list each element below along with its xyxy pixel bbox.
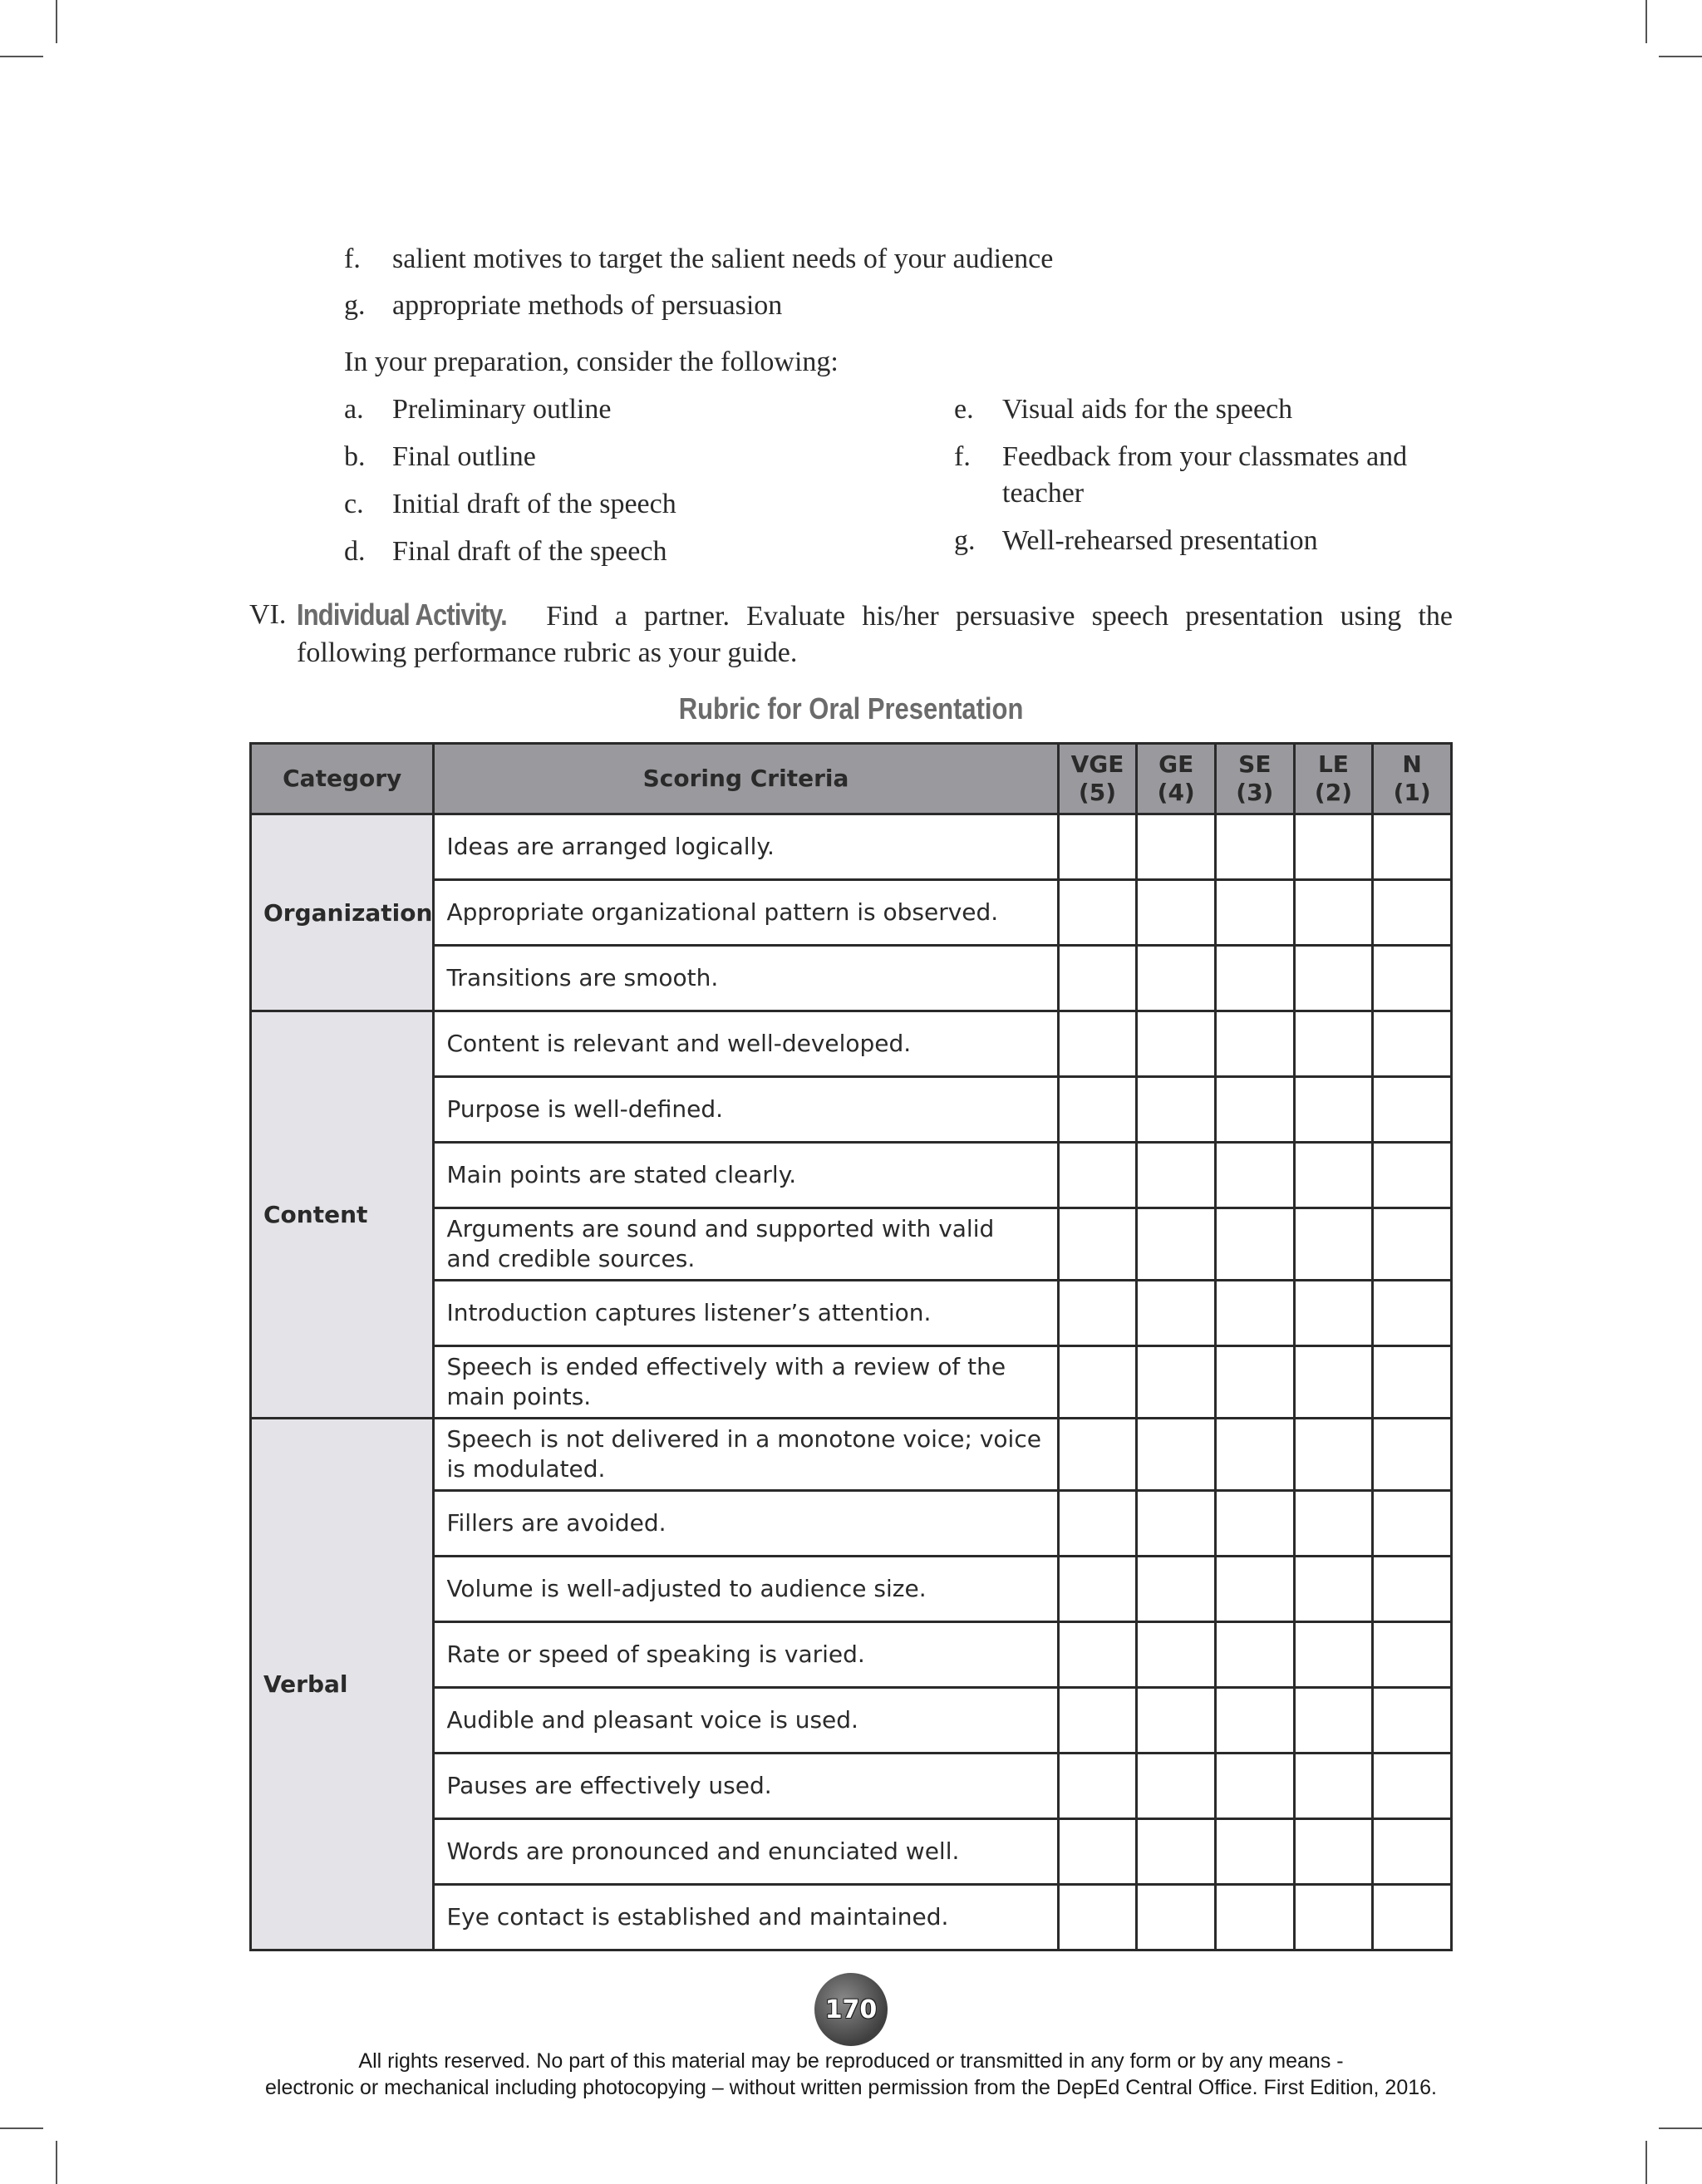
header-score: N (1) [1373, 744, 1452, 814]
list-text: Feedback from your classmates and teacher [1002, 441, 1408, 509]
rubric-table [249, 742, 1453, 1951]
criteria-cell: Pauses are effectively used. [434, 1754, 1058, 1819]
list-text: appropriate methods of persuasion [392, 290, 783, 321]
criteria-cell: Transitions are smooth. [434, 946, 1058, 1011]
score-cell[interactable] [1058, 1281, 1137, 1346]
list-letter: g. [954, 525, 976, 556]
score-cell[interactable] [1216, 1491, 1295, 1557]
score-cell[interactable] [1058, 1346, 1137, 1419]
score-cell[interactable] [1137, 1754, 1216, 1819]
list-item [344, 391, 676, 428]
list-text: Final draft of the speech [392, 536, 667, 567]
score-cell[interactable] [1137, 1346, 1216, 1419]
preparation-list-left [344, 391, 676, 581]
header-score: SE (3) [1216, 744, 1295, 814]
list-letter: f. [954, 441, 971, 472]
score-cell[interactable] [1137, 1077, 1216, 1143]
score-cell[interactable] [1058, 1208, 1137, 1281]
header-category: Category [251, 744, 434, 814]
score-cell[interactable] [1216, 1688, 1295, 1754]
list-text: Initial draft of the speech [392, 489, 676, 519]
score-cell[interactable] [1137, 1011, 1216, 1077]
score-cell[interactable] [1137, 1491, 1216, 1557]
preparation-intro: In your preparation, consider the following: [344, 347, 839, 377]
score-cell[interactable] [1058, 1419, 1137, 1491]
header-criteria: Scoring Criteria [434, 744, 1058, 814]
table-row [251, 1011, 1452, 1077]
score-cell[interactable] [1373, 946, 1452, 1011]
score-cell[interactable] [1058, 814, 1137, 880]
page-number-badge: 170 [814, 1973, 888, 2046]
criteria-cell: Arguments are sound and supported with valid and credible sources. [434, 1208, 1058, 1281]
score-cell[interactable] [1137, 1819, 1216, 1885]
score-cell[interactable] [1137, 880, 1216, 946]
score-cell[interactable] [1216, 1281, 1295, 1346]
category-cell: Organization [251, 814, 434, 1011]
header-score: GE (4) [1137, 744, 1216, 814]
criteria-cell: Ideas are arranged logically. [434, 814, 1058, 880]
score-cell[interactable] [1294, 1143, 1373, 1208]
score-cell[interactable] [1373, 1281, 1452, 1346]
score-cell[interactable] [1216, 1557, 1295, 1622]
activity-text: Find a partner. Evaluate his/her persuasive speech presentation using the following performance rubric as your guide. [297, 601, 1454, 668]
activity-section [249, 597, 1453, 671]
score-cell[interactable] [1373, 1346, 1452, 1419]
criteria-cell: Purpose is well-defined. [434, 1077, 1058, 1143]
score-cell[interactable] [1294, 1622, 1373, 1688]
crop-mark [0, 2127, 43, 2129]
crop-mark [1645, 0, 1647, 43]
score-cell[interactable] [1216, 814, 1295, 880]
score-cell[interactable] [1294, 1346, 1373, 1419]
list-item [954, 523, 1469, 559]
score-cell[interactable] [1373, 1622, 1452, 1688]
criteria-cell: Content is relevant and well-developed. [434, 1011, 1058, 1077]
score-cell[interactable] [1294, 1077, 1373, 1143]
crop-mark [1645, 2141, 1647, 2184]
score-cell[interactable] [1058, 946, 1137, 1011]
score-cell[interactable] [1373, 1077, 1452, 1143]
score-cell[interactable] [1294, 1208, 1373, 1281]
footer-line: electronic or mechanical including photocopying – without written permission from the DepEd Central Office. First Edition, 2016. [265, 2076, 1437, 2099]
criteria-cell: Speech is not delivered in a monotone voice; voice is modulated. [434, 1419, 1058, 1491]
category-cell: Verbal [251, 1419, 434, 1950]
list-letter: a. [344, 394, 364, 425]
list-text: Visual aids for the speech [1002, 394, 1293, 425]
score-cell[interactable] [1058, 880, 1137, 946]
score-cell[interactable] [1137, 1557, 1216, 1622]
rubric-header-row [251, 744, 1452, 814]
criteria-cell: Introduction captures listener’s attention. [434, 1281, 1058, 1346]
score-cell[interactable] [1373, 1419, 1452, 1491]
criteria-cell: Rate or speed of speaking is varied. [434, 1622, 1058, 1688]
activity-heading: Individual Activity. [297, 598, 507, 632]
category-cell: Content [251, 1011, 434, 1419]
score-cell[interactable] [1137, 814, 1216, 880]
list-item [344, 486, 676, 523]
score-cell[interactable] [1058, 1557, 1137, 1622]
score-cell[interactable] [1373, 1491, 1452, 1557]
score-cell[interactable] [1058, 1143, 1137, 1208]
score-cell[interactable] [1216, 1819, 1295, 1885]
crop-mark [56, 0, 57, 43]
score-cell[interactable] [1137, 1688, 1216, 1754]
header-score: LE (2) [1294, 744, 1373, 814]
score-cell[interactable] [1216, 946, 1295, 1011]
score-cell[interactable] [1216, 1754, 1295, 1819]
list-text: Preliminary outline [392, 394, 612, 425]
score-cell[interactable] [1373, 1208, 1452, 1281]
list-letter: b. [344, 441, 366, 472]
score-cell[interactable] [1058, 1754, 1137, 1819]
crop-mark [1659, 2127, 1702, 2129]
list-item [344, 288, 1053, 324]
score-cell[interactable] [1058, 1491, 1137, 1557]
score-cell[interactable] [1294, 1491, 1373, 1557]
continued-list [344, 241, 1053, 334]
list-text: salient motives to target the salient needs of your audience [392, 243, 1054, 274]
score-cell[interactable] [1216, 1011, 1295, 1077]
list-letter: e. [954, 394, 974, 425]
score-cell[interactable] [1373, 1557, 1452, 1622]
score-cell[interactable] [1294, 814, 1373, 880]
score-cell[interactable] [1294, 1419, 1373, 1491]
criteria-cell: Appropriate organizational pattern is observed. [434, 880, 1058, 946]
criteria-cell: Audible and pleasant voice is used. [434, 1688, 1058, 1754]
score-cell[interactable] [1058, 1885, 1137, 1950]
crop-mark [56, 2141, 57, 2184]
score-cell[interactable] [1216, 1419, 1295, 1491]
score-cell[interactable] [1216, 1346, 1295, 1419]
list-item [344, 439, 676, 475]
criteria-cell: Fillers are avoided. [434, 1491, 1058, 1557]
score-cell[interactable] [1058, 1077, 1137, 1143]
score-cell[interactable] [1373, 1688, 1452, 1754]
score-cell[interactable] [1216, 1208, 1295, 1281]
crop-mark [0, 56, 43, 57]
list-item [344, 241, 1053, 278]
criteria-cell: Speech is ended effectively with a review of the main points. [434, 1346, 1058, 1419]
score-cell[interactable] [1137, 1885, 1216, 1950]
score-cell[interactable] [1216, 880, 1295, 946]
list-letter: f. [344, 243, 361, 274]
score-cell[interactable] [1373, 1143, 1452, 1208]
score-cell[interactable] [1137, 1622, 1216, 1688]
score-cell[interactable] [1058, 1011, 1137, 1077]
score-cell[interactable] [1137, 946, 1216, 1011]
score-cell[interactable] [1058, 1819, 1137, 1885]
crop-mark [1659, 56, 1702, 57]
score-cell[interactable] [1137, 1419, 1216, 1491]
score-cell[interactable] [1294, 946, 1373, 1011]
table-row [251, 1419, 1452, 1491]
score-cell[interactable] [1137, 1281, 1216, 1346]
list-text: Final outline [392, 441, 536, 472]
list-letter: c. [344, 489, 364, 519]
list-item [344, 534, 676, 570]
list-letter: g. [344, 290, 366, 321]
score-cell[interactable] [1294, 1557, 1373, 1622]
criteria-cell: Volume is well-adjusted to audience size. [434, 1557, 1058, 1622]
score-cell[interactable] [1373, 1754, 1452, 1819]
list-item [954, 439, 1469, 512]
score-cell[interactable] [1294, 1688, 1373, 1754]
list-text: Well-rehearsed presentation [1002, 525, 1318, 556]
score-cell[interactable] [1373, 1885, 1452, 1950]
score-cell[interactable] [1137, 1208, 1216, 1281]
score-cell[interactable] [1058, 1688, 1137, 1754]
score-cell[interactable] [1373, 814, 1452, 880]
list-letter: d. [344, 536, 366, 567]
score-cell[interactable] [1294, 1819, 1373, 1885]
score-cell[interactable] [1294, 1281, 1373, 1346]
criteria-cell: Main points are stated clearly. [434, 1143, 1058, 1208]
table-row [251, 814, 1452, 880]
score-cell[interactable] [1216, 1143, 1295, 1208]
copyright-footer [0, 2048, 1702, 2101]
criteria-cell: Words are pronounced and enunciated well. [434, 1819, 1058, 1885]
score-cell[interactable] [1058, 1622, 1137, 1688]
rubric-title: Rubric for Oral Presentation [678, 691, 1024, 726]
score-cell[interactable] [1216, 1622, 1295, 1688]
score-cell[interactable] [1137, 1143, 1216, 1208]
score-cell[interactable] [1216, 1885, 1295, 1950]
preparation-list-right [954, 391, 1469, 570]
score-cell[interactable] [1294, 880, 1373, 946]
list-item [954, 391, 1469, 428]
score-cell[interactable] [1294, 1885, 1373, 1950]
footer-line: All rights reserved. No part of this material may be reproduced or transmitted in any form or by any means - [358, 2049, 1344, 2073]
activity-number: VI. [249, 599, 287, 630]
score-cell[interactable] [1373, 1011, 1452, 1077]
criteria-cell: Eye contact is established and maintained. [434, 1885, 1058, 1950]
score-cell[interactable] [1373, 1819, 1452, 1885]
score-cell[interactable] [1216, 1077, 1295, 1143]
score-cell[interactable] [1294, 1011, 1373, 1077]
score-cell[interactable] [1373, 880, 1452, 946]
header-score: VGE (5) [1058, 744, 1137, 814]
score-cell[interactable] [1294, 1754, 1373, 1819]
